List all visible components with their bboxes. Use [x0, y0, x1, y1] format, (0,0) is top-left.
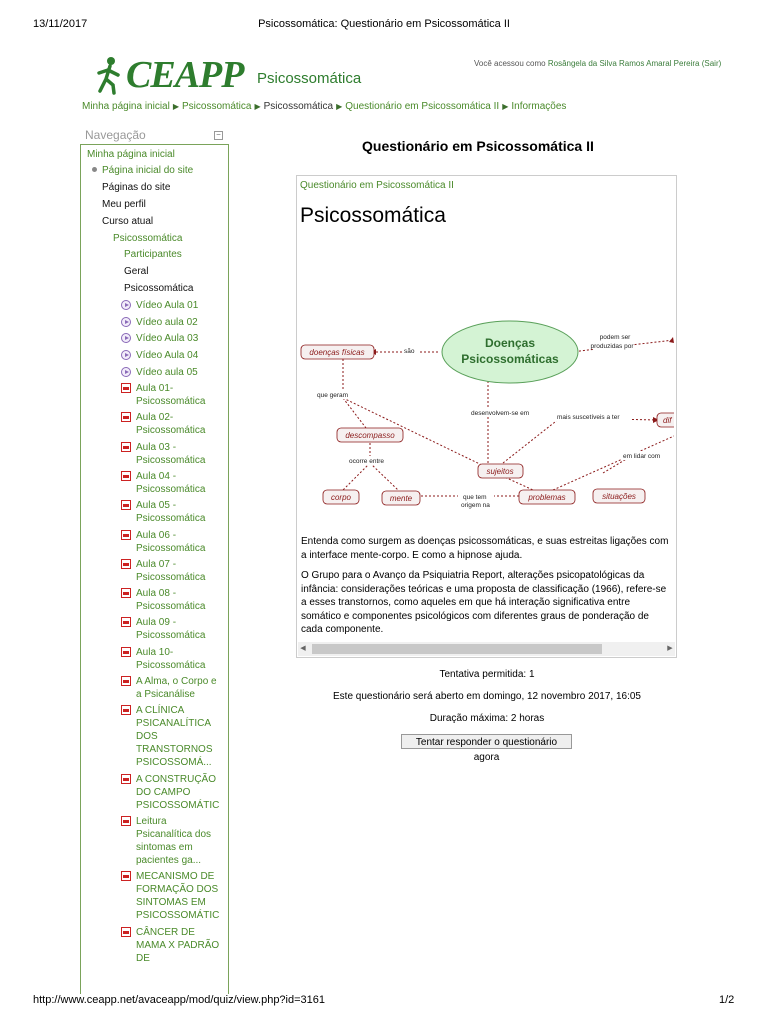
page-title: Questionário em Psicossomática II — [362, 138, 594, 154]
nav-file-label-line: pacientes ga... — [136, 854, 202, 866]
nav-file-label-line: Aula 09 - — [136, 617, 177, 629]
nav-file-label-line: Aula 08 - — [136, 588, 177, 600]
scrollbar-thumb[interactable] — [312, 644, 602, 654]
nav-file-label-line: Psicanalítica dos — [136, 828, 212, 840]
nav-video-item[interactable]: Vídeo aula 05 — [136, 366, 198, 378]
link-label-sao: são — [404, 348, 415, 355]
breadcrumb-item: Psicossomática — [263, 101, 334, 112]
nav-file-label-line: Psicossomática — [136, 396, 206, 407]
concept-node-mente: mente — [389, 494, 413, 503]
intro-paragraph-2 — [301, 569, 671, 637]
nav-file-label-line: Aula 01- — [136, 383, 174, 394]
nav-file-item[interactable] — [136, 470, 222, 496]
attempt-quiz-button[interactable]: Tentar responder o questionário agora — [401, 734, 572, 749]
nav-file-label-line: A Alma, o Corpo e — [136, 676, 217, 687]
nav-video-item[interactable]: Vídeo Aula 01 — [136, 300, 199, 311]
nav-my-home[interactable]: Minha página inicial — [87, 149, 175, 160]
breadcrumb — [82, 101, 566, 112]
paragraph-line: a interface mente-corpo. E como a hipnose ajuda. — [301, 549, 523, 561]
link-label-produzidas-por: produzidas por — [590, 343, 634, 350]
paragraph-line: Entenda como surgem as doenças psicossomáticas, e suas estreitas ligações com — [301, 536, 669, 547]
breadcrumb-item[interactable]: Minha página inicial — [82, 101, 170, 112]
pdf-file-icon — [121, 705, 131, 715]
nav-participants[interactable]: Participantes — [124, 249, 182, 260]
paragraph-line: infância: considerações teóricas e uma proposta de classificação (1966), refere-se — [301, 583, 667, 595]
breadcrumb-separator-icon: ▶ — [336, 102, 343, 111]
login-info — [474, 59, 721, 68]
nav-file-label-line: a Psicanálise — [136, 689, 195, 700]
nav-file-label-line: Aula 05 - — [136, 500, 177, 512]
nav-file-item[interactable] — [136, 704, 222, 769]
video-icon — [121, 300, 131, 310]
nav-file-item[interactable] — [136, 646, 222, 672]
nav-file-label-line: PSICANALÍTICA — [136, 718, 212, 730]
pdf-file-icon — [121, 676, 131, 686]
nav-section[interactable]: Psicossomática — [124, 283, 194, 294]
nav-file-label-line: CÂNCER DE — [136, 926, 195, 938]
nav-file-item[interactable] — [136, 382, 222, 408]
nav-file-label-line: Psicossomática — [136, 425, 206, 437]
nav-file-label-line: PSICOSSOMÁTIC — [136, 910, 220, 922]
link-label-que-geram: que geram — [317, 392, 349, 399]
nav-my-profile[interactable]: Meu perfil — [102, 199, 146, 210]
nav-file-label-line: SINTOMAS EM — [136, 897, 206, 909]
nav-file-label-line: A CONSTRUÇÃO — [136, 773, 217, 785]
nav-file-label-line: Psicossomática — [136, 659, 206, 671]
nav-file-item[interactable] — [136, 499, 222, 525]
concept-node-problemas: problemas — [528, 493, 566, 502]
video-icon — [121, 317, 131, 327]
print-url: http://www.ceapp.net/avaceapp/mod/quiz/view.php?id=3161 — [33, 994, 326, 1006]
nav-file-label-line: Aula 04 - — [136, 470, 177, 482]
nav-file-label-line: DE — [136, 952, 150, 964]
print-page-number: 1/2 — [719, 994, 735, 1006]
nav-current-course[interactable]: Curso atual — [102, 216, 154, 227]
pdf-file-icon — [121, 871, 131, 881]
nav-file-item[interactable] — [136, 558, 222, 584]
nav-file-label-line: Psicossomática — [136, 601, 206, 613]
center-line-2: Psicossomáticas — [461, 352, 559, 366]
nav-file-label-line: A CLÍNICA — [136, 705, 185, 717]
pdf-file-icon — [121, 530, 131, 540]
link-label-que-tem: que tem — [463, 494, 487, 501]
nav-file-label-line: Psicossomática — [136, 454, 206, 466]
breadcrumb-separator-icon: ▶ — [502, 102, 509, 111]
logout-link[interactable]: (Sair) — [701, 59, 722, 68]
pdf-file-icon — [121, 927, 131, 937]
intro-subtitle: Questionário em Psicossomática II — [300, 180, 454, 191]
nav-file-item[interactable] — [136, 529, 222, 555]
pdf-file-icon — [121, 383, 131, 393]
link-label-podem-ser: podem ser — [599, 334, 631, 341]
time-limit: Duração máxima: 2 horas — [429, 713, 545, 724]
nav-file-label-line: Aula 02- — [136, 412, 174, 424]
nav-file-item[interactable] — [136, 926, 222, 965]
nav-video-item[interactable]: Vídeo Aula 03 — [136, 333, 199, 345]
nav-file-label-line: PSICOSSOMÁ... — [136, 757, 212, 769]
nav-file-item[interactable] — [136, 870, 222, 922]
pdf-file-icon — [121, 647, 131, 657]
nav-general[interactable]: Geral — [124, 266, 149, 277]
nav-course[interactable]: Psicossomática — [113, 233, 183, 244]
nav-video-item[interactable]: Vídeo Aula 04 — [136, 350, 199, 362]
nav-file-label-line: MECANISMO DE — [136, 871, 215, 883]
course-name[interactable]: Psicossomática — [257, 70, 362, 87]
paragraph-line: O Grupo para o Avanço da Psiquiatria Report, alterações psicopatológicas da — [301, 570, 645, 581]
link-label-mais-suscetiveis: mais suscetíveis a ter — [557, 414, 620, 421]
nav-file-label-line: DO CAMPO — [136, 786, 191, 798]
nav-file-item[interactable] — [136, 616, 222, 642]
paragraph-line: somático e componentes psicológicos com diferentes graus de ponderação de — [301, 610, 649, 622]
pdf-file-icon — [121, 588, 131, 598]
concept-node-doencas-psicossomaticas — [442, 321, 578, 383]
nav-video-item[interactable]: Vídeo aula 02 — [136, 316, 198, 328]
intro-title: Psicossomática — [300, 204, 446, 227]
nav-file-label-line: Psicossomática — [136, 513, 206, 525]
nav-file-label-line: Aula 06 - — [136, 529, 177, 541]
nav-file-label-line: Aula 10- — [136, 646, 174, 658]
pdf-file-icon — [121, 559, 131, 569]
concept-node-situacoes: situações — [602, 492, 636, 501]
nav-file-label-line: DOS — [136, 731, 158, 743]
nav-file-label-line: Psicossomática — [136, 571, 206, 583]
paragraph-line: a esses transtornos, como aqueles em que há interação significativa entre — [301, 597, 631, 608]
nav-file-item[interactable] — [136, 773, 222, 812]
pdf-file-icon — [121, 471, 131, 481]
nav-file-item[interactable] — [136, 675, 222, 701]
horizontal-scrollbar[interactable] — [298, 642, 675, 656]
nav-file-label-line: Psicossomática — [136, 483, 206, 495]
breadcrumb-item[interactable]: Informações — [511, 101, 567, 112]
pdf-file-icon — [121, 816, 131, 826]
nav-file-label-line: Aula 03 - — [136, 441, 177, 453]
nav-file-item[interactable] — [136, 411, 222, 437]
nav-file-label-line: Leitura — [136, 815, 167, 827]
breadcrumb-separator-icon: ▶ — [254, 102, 261, 111]
nav-file-item[interactable] — [136, 587, 222, 613]
pdf-file-icon — [121, 617, 131, 627]
pdf-file-icon — [121, 412, 131, 422]
collapse-icon[interactable]: − — [214, 131, 223, 140]
quiz-open-date: Este questionário será aberto em domingo, 12 novembro 2017, 16:05 — [333, 691, 641, 702]
nav-file-label-line: PSICOSSOMÁTIC — [136, 799, 220, 811]
print-page-title: Psicossomática: Questionário em Psicossomática II — [258, 18, 510, 30]
link-label-desenvolvem-se-em: desenvolvem-se em — [471, 410, 530, 417]
breadcrumb-separator-icon: ▶ — [172, 102, 179, 111]
nav-file-item[interactable] — [136, 815, 222, 867]
link-label-origem-na: origem na — [461, 502, 490, 509]
pdf-file-icon — [121, 442, 131, 452]
pdf-file-icon — [121, 774, 131, 784]
runner-icon — [94, 55, 124, 95]
breadcrumb-item[interactable]: Questionário em Psicossomática II — [345, 101, 500, 112]
concept-node-dif: dif — [663, 416, 672, 425]
video-icon — [121, 367, 131, 377]
nav-site-home[interactable]: Página inicial do site — [102, 165, 194, 176]
attempts-allowed: Tentativa permitida: 1 — [439, 669, 535, 680]
nav-file-label-line: sintomas em — [136, 841, 193, 853]
nav-file-label-line: FORMAÇÃO DOS — [136, 884, 219, 896]
paragraph-line: cada componente. — [301, 624, 384, 635]
login-prefix: Você acessou como — [474, 59, 546, 68]
site-logo[interactable] — [94, 55, 243, 95]
user-name-link[interactable]: Rosângela da Silva Ramos Amaral Pereira — [547, 59, 700, 68]
concept-node-doencas-fisicas: doenças físicas — [309, 348, 365, 357]
intro-paragraph-1 — [301, 535, 671, 562]
nav-file-label-line: Aula 07 - — [136, 558, 177, 570]
concept-map-diagram — [298, 318, 674, 512]
pdf-file-icon — [121, 500, 131, 510]
logo-text: CEAPP — [126, 54, 244, 96]
nav-file-item[interactable] — [136, 441, 222, 467]
nav-file-label-line: MAMA X PADRÃO — [136, 939, 220, 951]
bullet-icon — [92, 167, 97, 172]
scroll-right-icon[interactable]: ▶ — [667, 645, 673, 652]
print-date: 13/11/2017 — [33, 18, 88, 30]
scroll-left-icon[interactable]: ◀ — [300, 645, 306, 652]
concept-node-corpo: corpo — [330, 493, 352, 502]
navigation-title: Navegação — [85, 128, 146, 142]
breadcrumb-item[interactable]: Psicossomática — [182, 101, 252, 112]
concept-node-sujeitos: sujeitos — [486, 467, 514, 476]
concept-node-descompasso: descompasso — [345, 431, 395, 440]
nav-file-label-line: TRANSTORNOS — [136, 744, 213, 756]
nav-site-pages[interactable]: Páginas do site — [102, 182, 171, 193]
link-label-ocorre-entre: ocorre entre — [349, 458, 385, 465]
center-line-1: Doenças — [484, 336, 536, 350]
link-label-em-lidar-com: em lidar com — [623, 453, 661, 460]
nav-file-label-line: Psicossomática — [136, 542, 206, 554]
nav-file-label-line: Psicossomática — [136, 630, 206, 642]
